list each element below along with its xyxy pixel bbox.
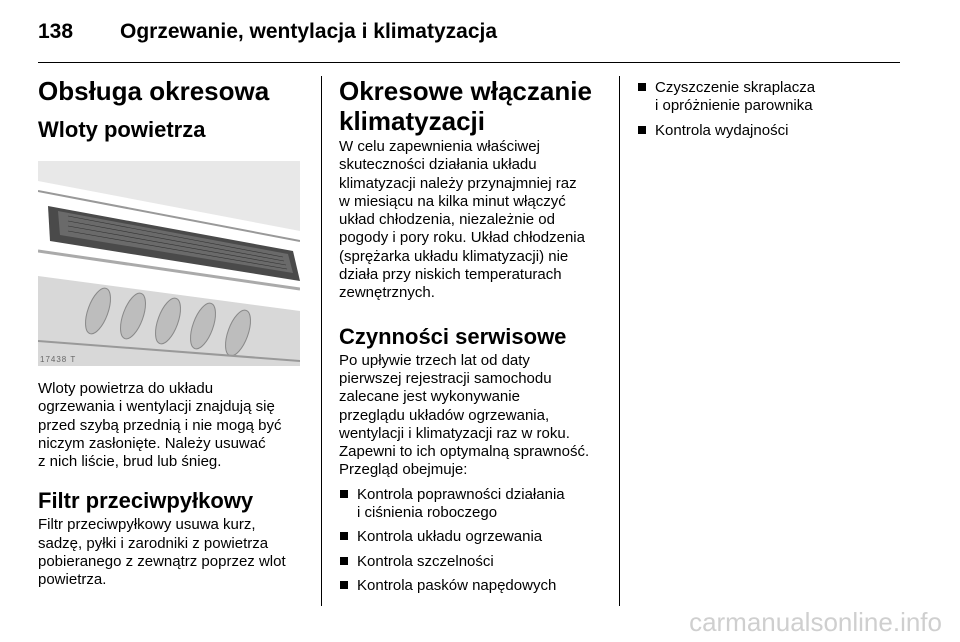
list-item bbox=[637, 79, 909, 116]
list-item-line: Kontrola pasków napędowych bbox=[357, 576, 557, 594]
text-line: zalecane jest wykonywanie bbox=[339, 388, 520, 406]
list-item bbox=[339, 577, 611, 595]
list-item-line: Kontrola poprawności działania bbox=[357, 485, 565, 503]
list-item-line: Kontrola układu ogrzewania bbox=[357, 528, 543, 546]
column-divider bbox=[619, 76, 620, 606]
subsection-heading-service: Czynności serwisowe bbox=[339, 323, 567, 349]
section-heading: Obsługa okresowa bbox=[38, 76, 270, 106]
subsection-heading-air-inlets: Wloty powietrza bbox=[38, 117, 206, 142]
text-line: powietrza. bbox=[38, 571, 107, 589]
list-item bbox=[339, 486, 611, 523]
text-line: klimatyzacji należy przynajmniej raz bbox=[339, 174, 577, 192]
text-line: pierwszej rejestracji samochodu bbox=[339, 369, 552, 387]
figure-code: 17438 T bbox=[40, 355, 77, 364]
column-3 bbox=[637, 79, 909, 140]
list-item-line: Kontrola szczelności bbox=[357, 552, 494, 570]
list-item bbox=[339, 528, 611, 546]
column-2 bbox=[339, 76, 611, 595]
service-checklist bbox=[339, 486, 611, 595]
text-line: przed szybą przednią i nie mogą być bbox=[38, 416, 282, 434]
subsection-heading-pollen-filter: Filtr przeciwpyłkowy bbox=[38, 488, 254, 514]
page-header bbox=[38, 20, 900, 60]
watermark: carmanualsonline.info bbox=[689, 607, 942, 637]
text-line: przeglądu układów ogrzewania, bbox=[339, 406, 550, 424]
list-item-line: Kontrola wydajności bbox=[655, 121, 789, 139]
text-line: zewnętrznych. bbox=[339, 284, 435, 302]
text-line: Filtr przeciwpyłkowy usuwa kurz, bbox=[38, 516, 256, 534]
figure-air-inlet bbox=[38, 161, 300, 366]
column-divider bbox=[321, 76, 322, 606]
text-line: skuteczności działania układu bbox=[339, 156, 537, 174]
air-inlet-illustration bbox=[38, 161, 300, 366]
text-line: Po upływie trzech lat od daty bbox=[339, 351, 530, 369]
text-line: Wloty powietrza do układu bbox=[38, 380, 214, 397]
list-item bbox=[637, 122, 909, 140]
text-line: ogrzewania i wentylacji znajdują się bbox=[38, 398, 275, 416]
text-line: z nich liście, brud lub śnieg. bbox=[38, 453, 222, 471]
text-line: W celu zapewnienia właściwej bbox=[339, 138, 540, 155]
header-rule bbox=[38, 62, 900, 63]
list-item-line: Czyszczenie skraplacza bbox=[655, 79, 816, 96]
text-line: sadzę, pyłki i zarodniki z powietrza bbox=[38, 534, 269, 552]
list-item-line: i ciśnienia roboczego bbox=[357, 504, 498, 522]
column-1 bbox=[38, 76, 310, 590]
text-line: (sprężarka układu klimatyzacji) nie bbox=[339, 247, 569, 265]
text-line: pobieranego z zewnątrz poprzez wlot bbox=[38, 553, 286, 571]
text-line: niczym zasłonięte. Należy usuwać bbox=[38, 434, 266, 452]
text-line: Przegląd obejmuje: bbox=[339, 461, 468, 479]
text-line: układ chłodzenia, niezależnie od bbox=[339, 211, 555, 229]
list-item-line: i opróżnienie parownika bbox=[655, 97, 813, 115]
text-line: Zapewni to ich optymalną sprawność. bbox=[339, 443, 590, 461]
text-line: pogody i pory roku. Układ chłodzenia bbox=[339, 229, 585, 247]
list-item bbox=[339, 553, 611, 571]
page-number: 138 bbox=[38, 20, 74, 43]
section-heading-line: Okresowe włączanie bbox=[339, 76, 592, 106]
text-line: wentylacji i klimatyzacji raz w roku. bbox=[339, 424, 570, 442]
running-title: Ogrzewanie, wentylacja i klimatyzacja bbox=[120, 20, 498, 43]
text-line: działa przy niskich temperaturach bbox=[339, 266, 562, 284]
section-heading-line: klimatyzacji bbox=[339, 106, 485, 136]
text-line: w miesiącu na kilka minut włączyć bbox=[339, 192, 566, 210]
